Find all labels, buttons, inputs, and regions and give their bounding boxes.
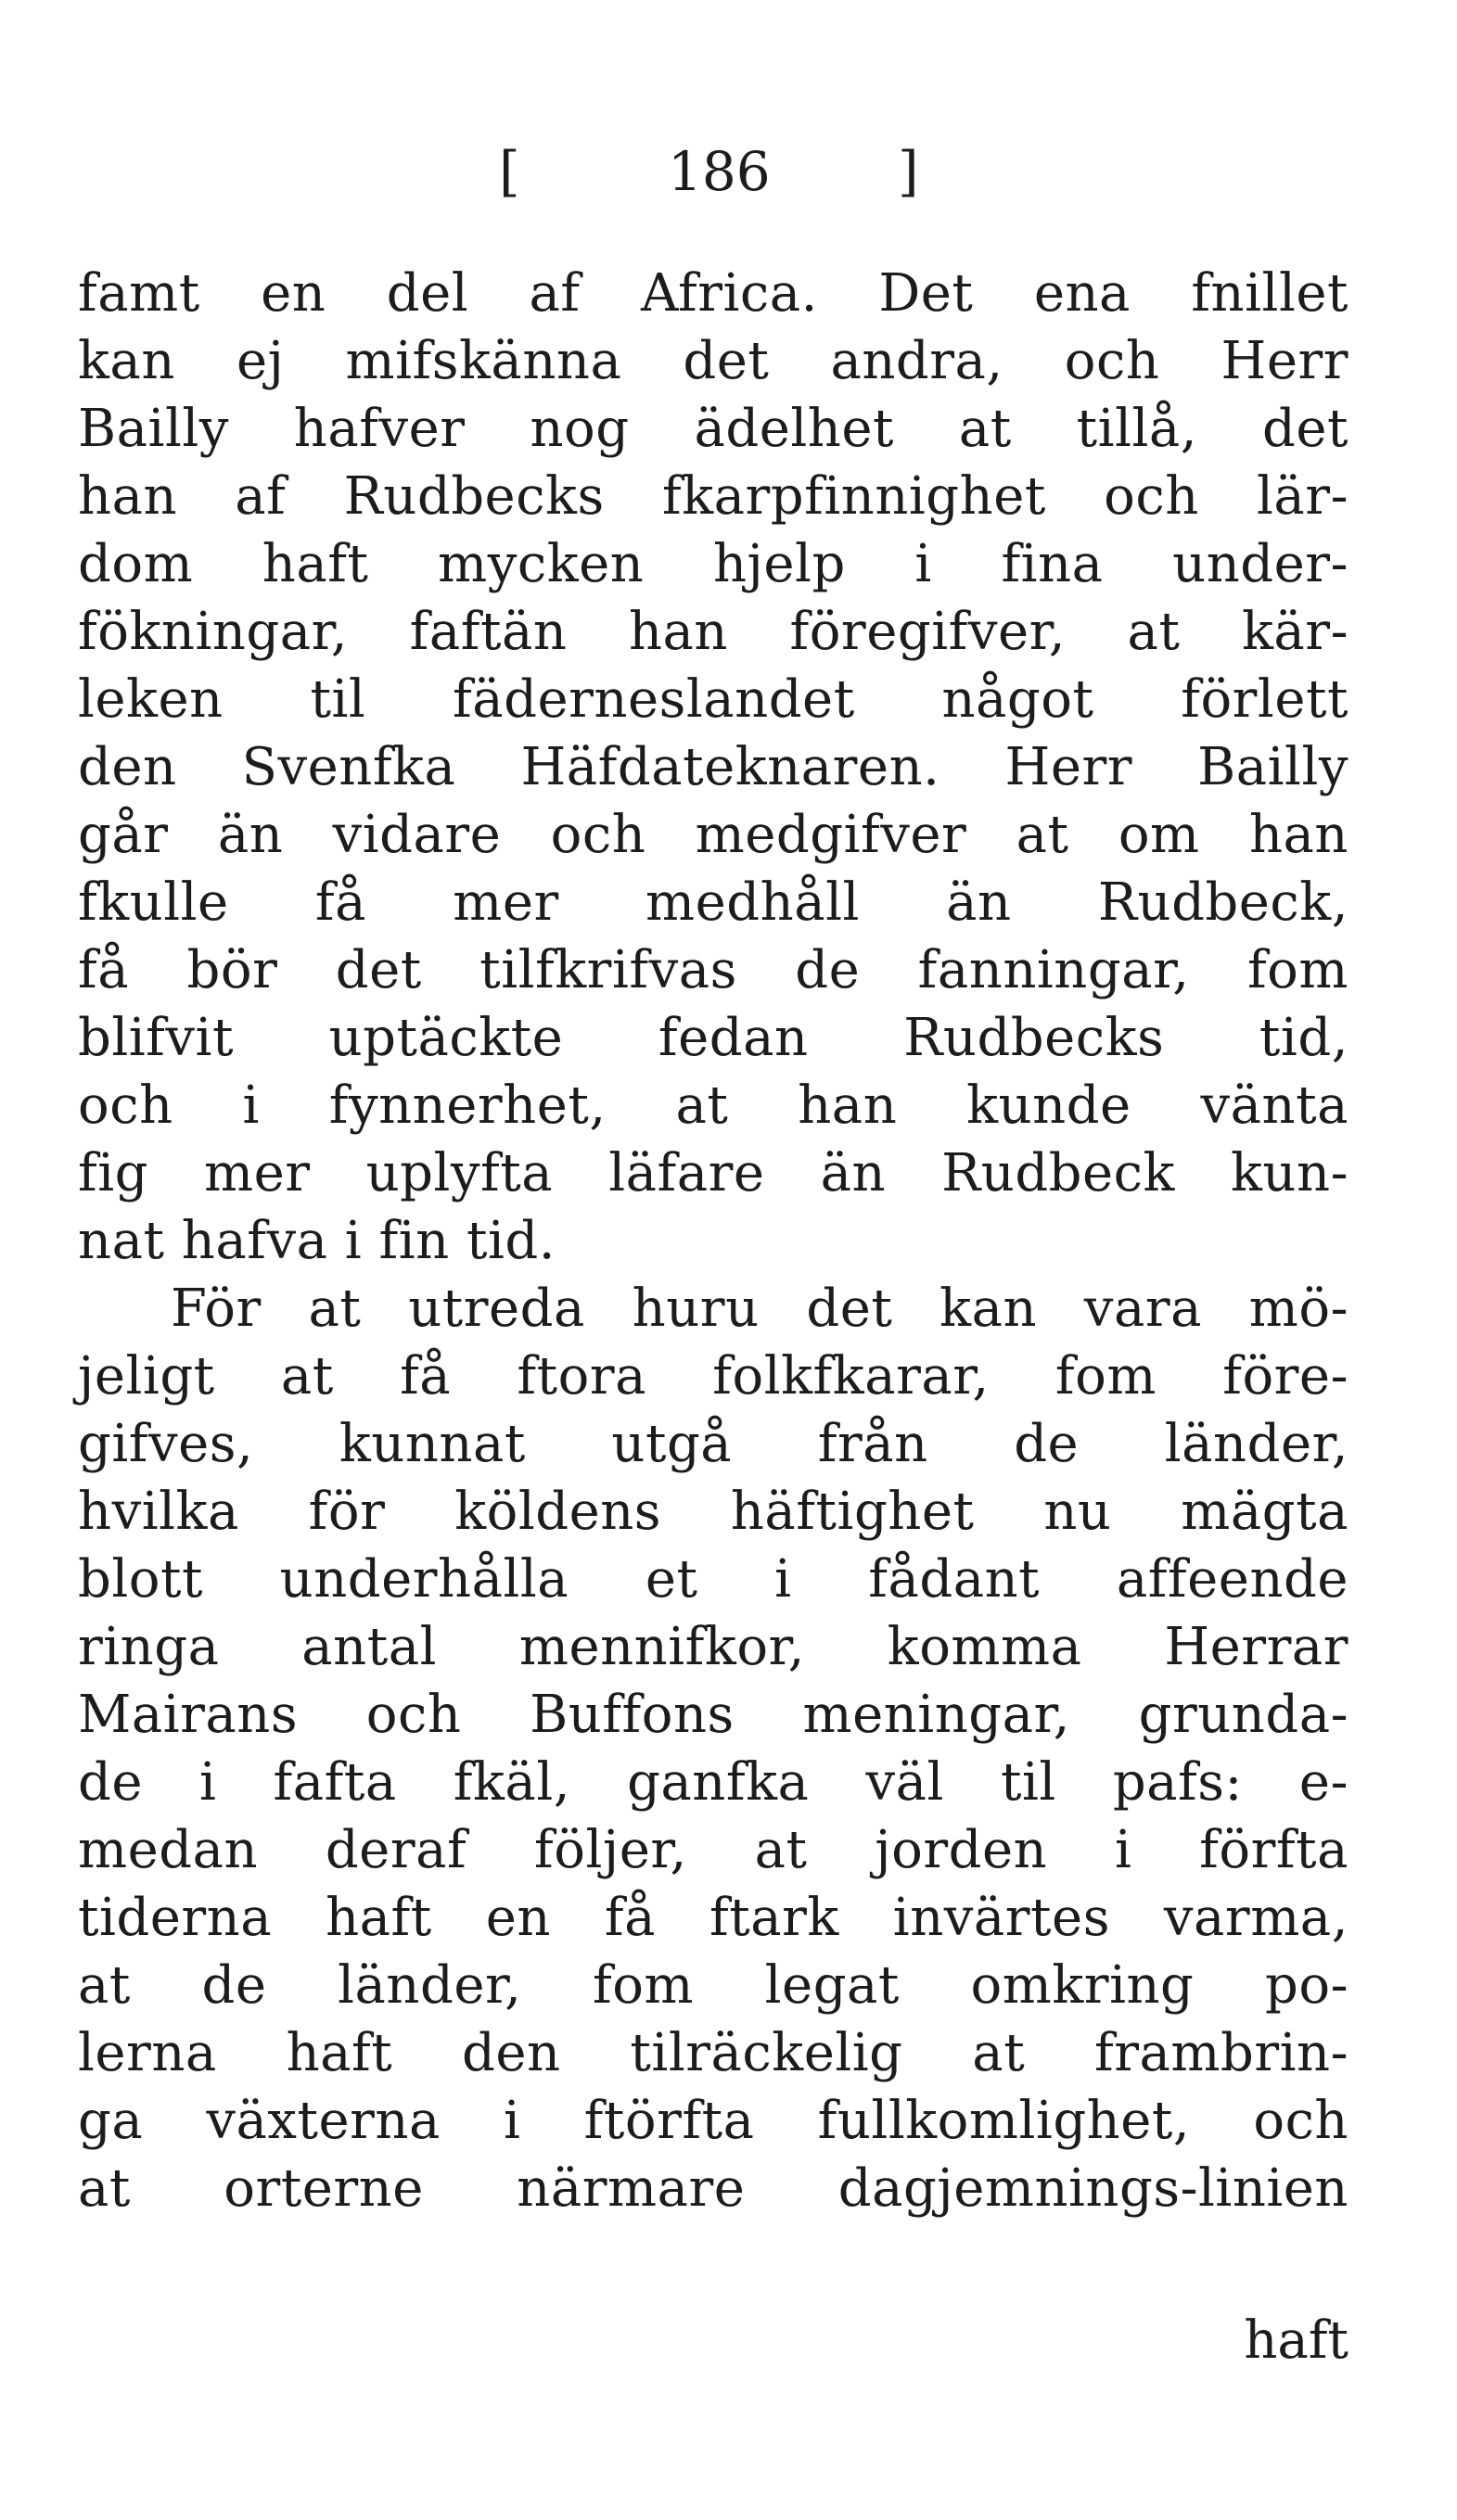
text-line: Bailly hafver nog ädelhet at tillå, det — [78, 399, 1348, 459]
text-line: ga växterna i ftörfta fullkomlighet, och — [78, 2091, 1348, 2151]
text-line: han af Rudbecks fkarpfinnighet och lär- — [78, 466, 1348, 527]
text-line: at de länder, fom legat omkring po- — [78, 1955, 1348, 2016]
paragraph-start-line: För at utreda huru det kan vara mö- — [171, 1279, 1348, 1339]
text-line: kan ej mifskänna det andra, och Herr — [78, 331, 1348, 391]
text-line: fkulle få mer medhåll än Rudbeck, — [78, 872, 1348, 933]
text-line: fig mer uplyfta läfare än Rudbeck kun- — [78, 1143, 1348, 1203]
text-line: Mairans och Buffons meningar, grunda- — [78, 1685, 1348, 1745]
text-line: dom haft mycken hjelp i fina under- — [78, 534, 1348, 594]
header-bracket-left: [ — [499, 140, 520, 203]
text-line: gifves, kunnat utgå från de länder, — [78, 1414, 1348, 1474]
text-line: fökningar, faftän han föregifver, at kär- — [78, 602, 1348, 662]
text-line: ringa antal mennifkor, komma Herrar — [78, 1617, 1348, 1677]
text-line: den Svenfka Häfdateknaren. Herr Bailly — [78, 737, 1348, 797]
text-line: går än vidare och medgifver at om han — [78, 805, 1348, 865]
text-line: och i fynnerhet, at han kunde vänta — [78, 1075, 1348, 1136]
text-line: få bör det tilfkrifvas de fanningar, fom — [78, 940, 1348, 1000]
catchword: haft — [1244, 2310, 1348, 2371]
text-line: hvilka för köldens häftighet nu mägta — [78, 1482, 1348, 1542]
text-line: tiderna haft en få ftark invärtes varma, — [78, 1888, 1348, 1948]
page-header — [0, 130, 1457, 213]
paragraph-end-line: nat hafva i fin tid. — [78, 1211, 556, 1271]
text-line: blott underhålla et i fådant affeende — [78, 1549, 1348, 1610]
text-line: lerna haft den tilräckelig at frambrin- — [78, 2023, 1348, 2083]
text-line: blifvit uptäckte fedan Rudbecks tid, — [78, 1008, 1348, 1068]
text-line: leken til fäderneslandet något förlett — [78, 669, 1348, 730]
text-line: famt en del af Africa. Det ena fnillet — [78, 263, 1348, 324]
text-line: de i fafta fkäl, ganfka väl til pafs: e- — [78, 1752, 1348, 1813]
body-text — [78, 260, 1348, 2222]
header-bracket-right: ] — [898, 140, 919, 203]
text-line: jeligt at få ftora folkfkarar, fom före- — [78, 1346, 1348, 1406]
text-line: medan deraf följer, at jorden i förfta — [78, 1820, 1348, 1880]
page-number: 186 — [668, 140, 771, 203]
text-line: at orterne närmare dagjemnings-linien — [78, 2158, 1348, 2219]
